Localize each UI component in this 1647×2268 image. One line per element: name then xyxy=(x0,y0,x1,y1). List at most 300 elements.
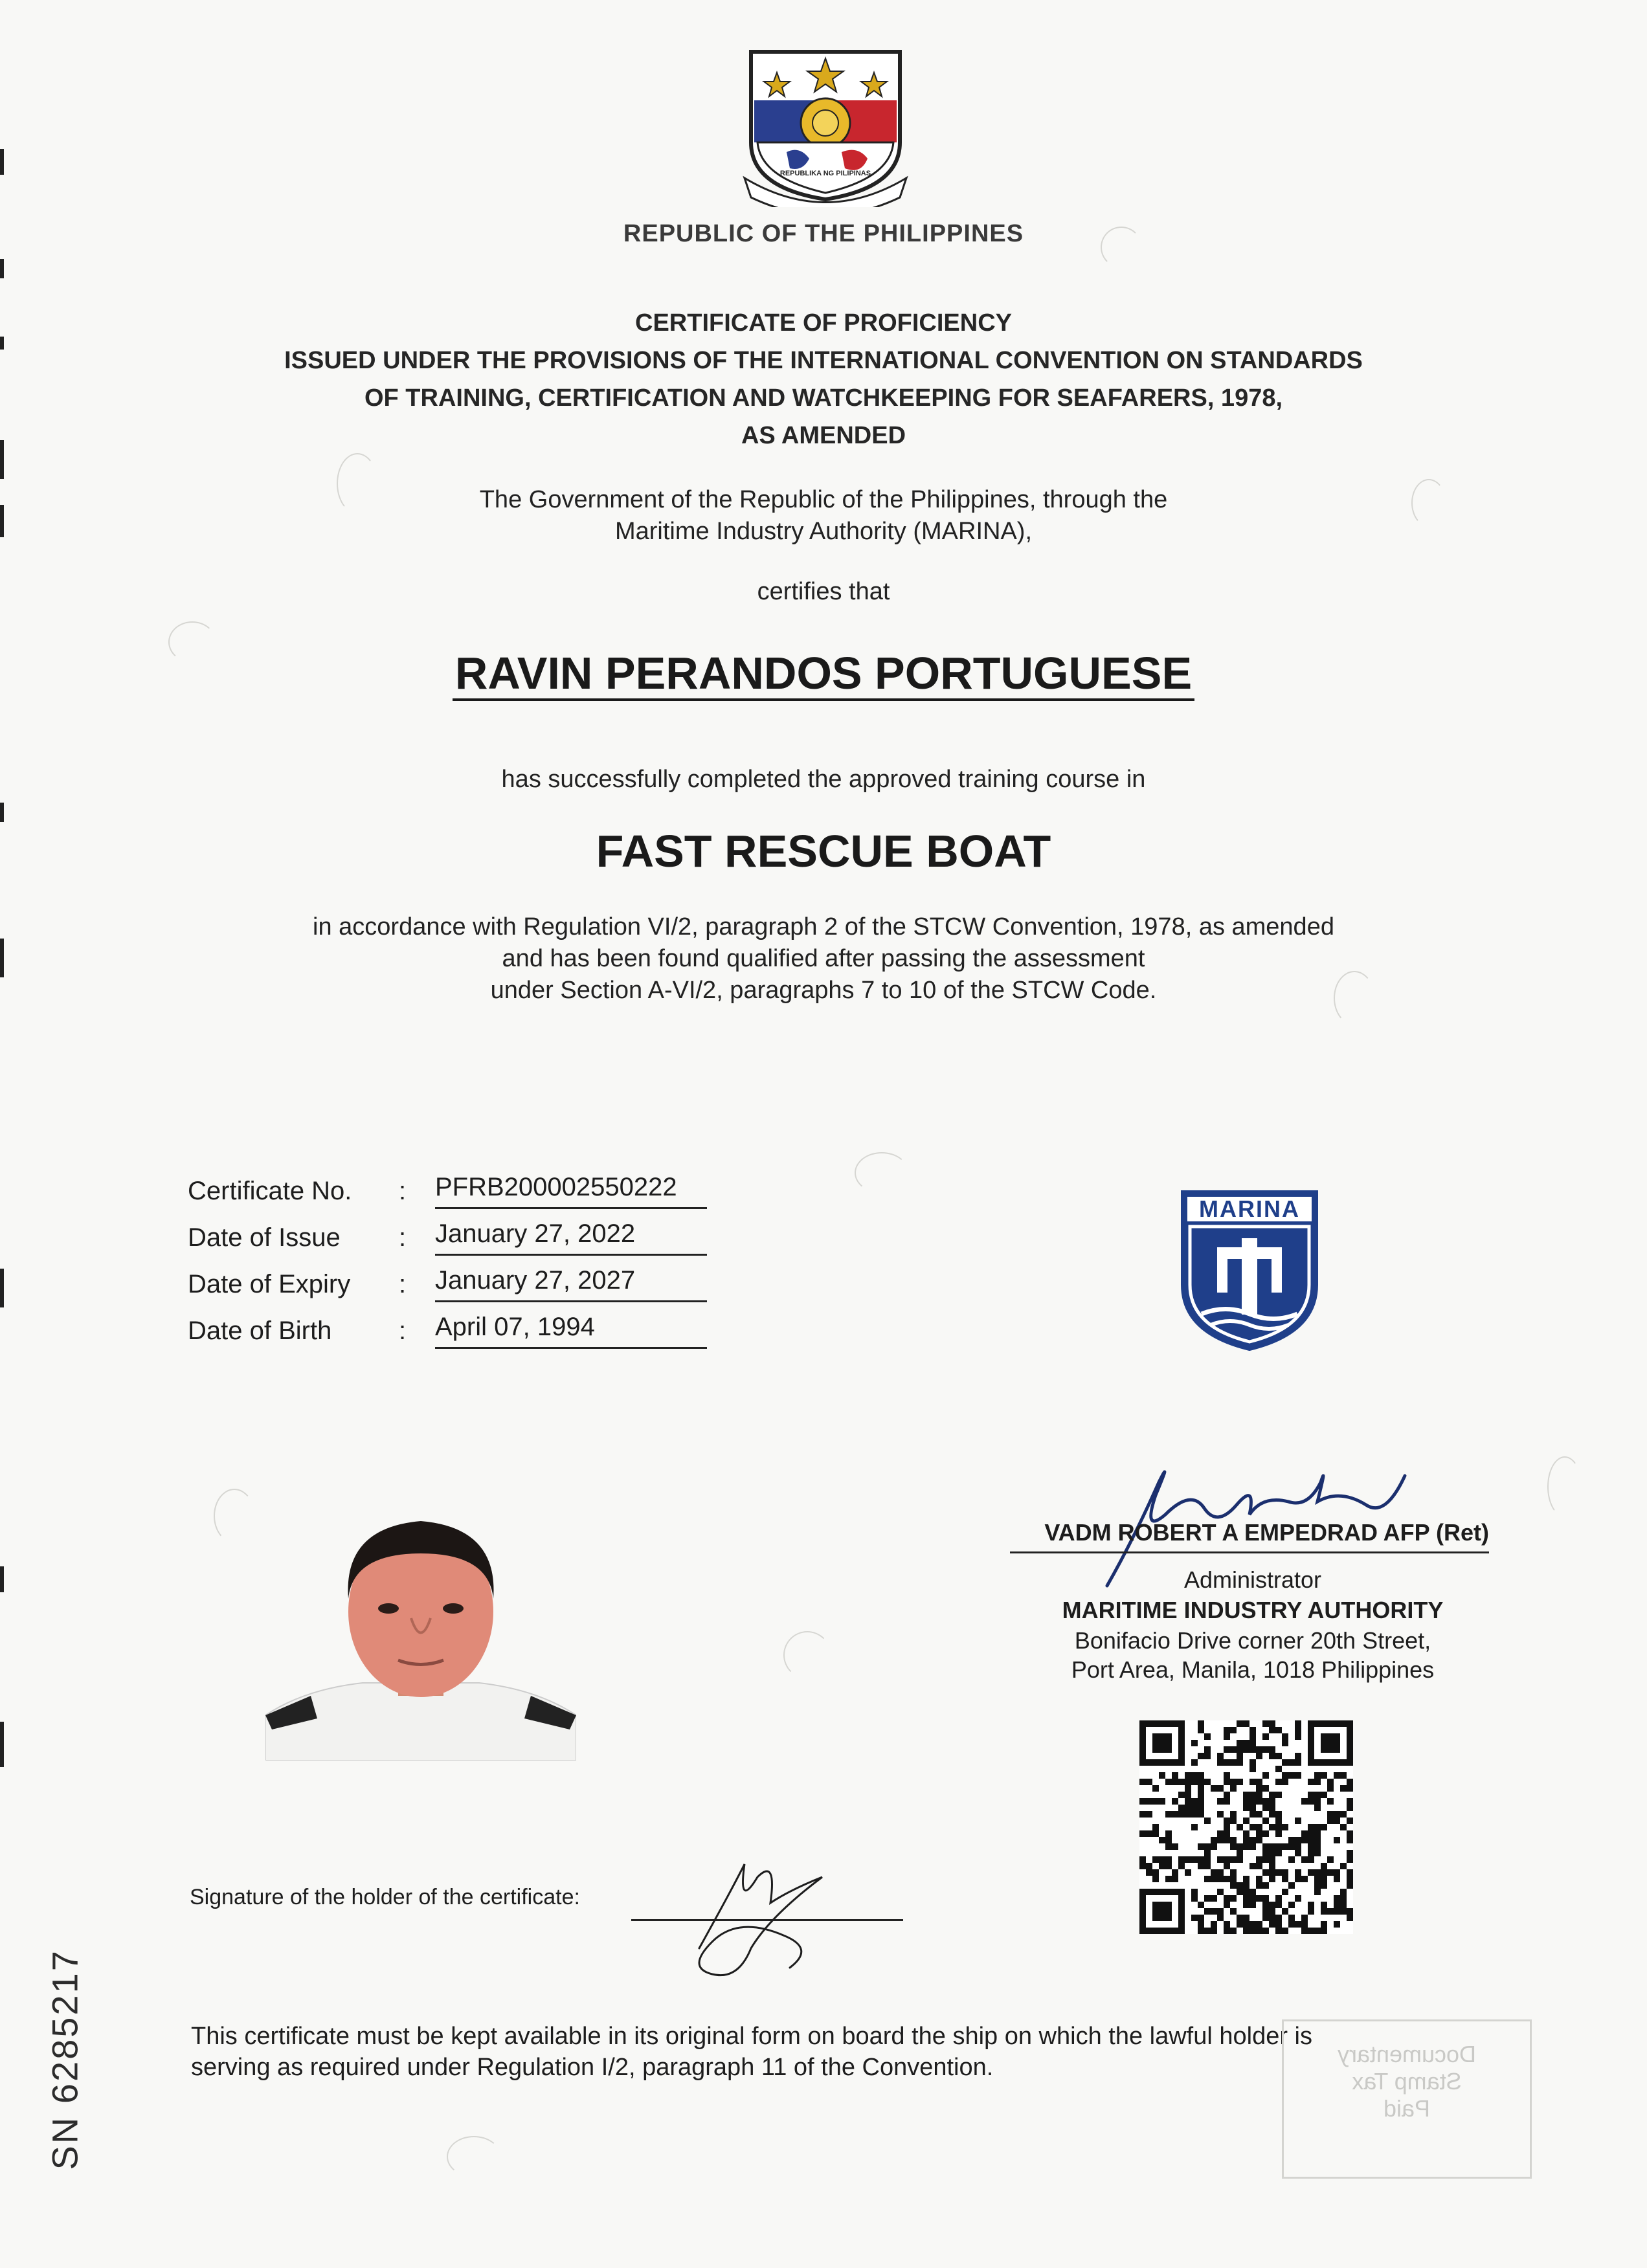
qr-module xyxy=(1249,1811,1256,1818)
qr-module xyxy=(1146,1830,1152,1837)
qr-module xyxy=(1217,1856,1224,1863)
qr-module xyxy=(1237,1921,1243,1928)
qr-module xyxy=(1269,1869,1275,1876)
qr-module xyxy=(1262,1882,1269,1889)
qr-module xyxy=(1269,1798,1275,1805)
qr-module xyxy=(1243,1921,1249,1928)
qr-module xyxy=(1191,1805,1198,1811)
qr-module xyxy=(1172,1811,1178,1818)
qr-module xyxy=(1321,1824,1327,1830)
qr-module xyxy=(1269,1746,1275,1753)
qr-module xyxy=(1275,1869,1282,1876)
qr-module xyxy=(1282,1740,1288,1746)
qr-module xyxy=(1256,1895,1262,1902)
qr-module xyxy=(1159,1856,1165,1863)
qr-module xyxy=(1327,1811,1334,1818)
qr-module xyxy=(1321,1863,1327,1869)
qr-module xyxy=(1191,1856,1198,1863)
qr-module xyxy=(1230,1908,1237,1915)
intro-line: Maritime Industry Authority (MARINA), xyxy=(614,518,1033,545)
qr-module xyxy=(1327,1798,1334,1805)
qr-module xyxy=(1198,1720,1204,1727)
date-of-birth-label: Date of Birth xyxy=(188,1317,332,1345)
qr-module xyxy=(1243,1818,1249,1824)
qr-module xyxy=(1224,1818,1230,1824)
qr-module xyxy=(1334,1921,1340,1928)
qr-module xyxy=(1230,1727,1237,1733)
qr-module xyxy=(1288,1915,1295,1921)
qr-module xyxy=(1198,1798,1204,1805)
qr-module xyxy=(1308,1856,1314,1863)
qr-module xyxy=(1256,1882,1262,1889)
qr-module xyxy=(1146,1811,1152,1818)
qr-module xyxy=(1275,1830,1282,1837)
qr-module xyxy=(1185,1772,1191,1779)
date-of-birth-value: April 07, 1994 xyxy=(435,1313,707,1349)
qr-module xyxy=(1282,1733,1288,1740)
qr-module xyxy=(1198,1772,1204,1779)
qr-module xyxy=(1224,1902,1230,1908)
qr-module xyxy=(1204,1843,1211,1850)
qr-module xyxy=(1224,1830,1230,1837)
qr-module xyxy=(1224,1746,1230,1753)
qr-module xyxy=(1314,1805,1321,1811)
qr-module xyxy=(1191,1915,1198,1921)
qr-module xyxy=(1288,1837,1295,1843)
qr-module xyxy=(1262,1772,1269,1779)
qr-module xyxy=(1178,1863,1185,1869)
qr-module xyxy=(1327,1818,1334,1824)
qr-module xyxy=(1217,1889,1224,1895)
qr-module xyxy=(1249,1792,1256,1798)
qr-module xyxy=(1217,1876,1224,1882)
qr-module xyxy=(1256,1746,1262,1753)
qr-module xyxy=(1243,1915,1249,1921)
certificate-no-value: PFRB200002550222 xyxy=(435,1173,707,1209)
qr-module xyxy=(1282,1928,1288,1934)
qr-module xyxy=(1178,1811,1185,1818)
qr-module xyxy=(1243,1882,1249,1889)
qr-module xyxy=(1224,1733,1230,1740)
qr-module xyxy=(1256,1921,1262,1928)
qr-module xyxy=(1301,1921,1308,1928)
qr-module xyxy=(1191,1740,1198,1746)
qr-module xyxy=(1347,1837,1353,1843)
qr-module xyxy=(1230,1843,1237,1850)
qr-module xyxy=(1288,1882,1295,1889)
qr-module xyxy=(1347,1850,1353,1856)
qr-module xyxy=(1262,1902,1269,1908)
qr-module xyxy=(1146,1779,1152,1785)
qr-module xyxy=(1314,1843,1321,1850)
qr-module xyxy=(1262,1915,1269,1921)
serial-number: SN 6285217 xyxy=(44,1949,85,2170)
qr-module xyxy=(1334,1818,1340,1824)
qr-module xyxy=(1204,1928,1211,1934)
qr-module xyxy=(1269,1727,1275,1733)
qr-module xyxy=(1256,1811,1262,1818)
holder-signature xyxy=(673,1851,868,1987)
qr-module xyxy=(1198,1843,1204,1850)
qr-module xyxy=(1347,1805,1353,1811)
qr-module xyxy=(1172,1772,1178,1779)
regulation-line: in accordance with Regulation VI/2, paragraph 2 of the STCW Convention, 1978, as amended xyxy=(313,913,1334,940)
qr-module xyxy=(1243,1805,1249,1811)
qr-module xyxy=(1224,1798,1230,1805)
qr-module xyxy=(1308,1837,1314,1843)
qr-module xyxy=(1295,1733,1301,1740)
qr-module xyxy=(1256,1785,1262,1792)
qr-module xyxy=(1334,1869,1340,1876)
qr-module xyxy=(1301,1856,1308,1863)
qr-module xyxy=(1204,1746,1211,1753)
qr-module xyxy=(1159,1772,1165,1779)
qr-module xyxy=(1230,1818,1237,1824)
qr-module xyxy=(1288,1759,1295,1766)
qr-module xyxy=(1237,1915,1243,1921)
qr-module xyxy=(1139,1856,1146,1863)
qr-module xyxy=(1282,1843,1288,1850)
qr-module xyxy=(1340,1772,1347,1779)
qr-module xyxy=(1249,1740,1256,1746)
edge-mark xyxy=(0,803,4,822)
qr-module xyxy=(1308,1830,1314,1837)
qr-module xyxy=(1249,1921,1256,1928)
date-of-issue-value: January 27, 2022 xyxy=(435,1219,707,1256)
qr-module xyxy=(1295,1818,1301,1824)
qr-module xyxy=(1230,1895,1237,1902)
qr-module xyxy=(1327,1856,1334,1863)
qr-module xyxy=(1224,1876,1230,1882)
qr-module xyxy=(1217,1837,1224,1843)
completed-text: has successfully completed the approved training course in xyxy=(501,766,1146,793)
qr-module xyxy=(1256,1792,1262,1798)
qr-module xyxy=(1249,1824,1256,1830)
qr-module xyxy=(1249,1766,1256,1772)
qr-module xyxy=(1198,1779,1204,1785)
qr-module xyxy=(1204,1733,1211,1740)
qr-module xyxy=(1334,1876,1340,1882)
qr-module xyxy=(1269,1876,1275,1882)
qr-module xyxy=(1275,1850,1282,1856)
qr-module xyxy=(1275,1824,1282,1830)
qr-module xyxy=(1262,1798,1269,1805)
qr-module xyxy=(1152,1830,1159,1837)
qr-module xyxy=(1237,1740,1243,1746)
qr-module xyxy=(1314,1869,1321,1876)
qr-module xyxy=(1172,1876,1178,1882)
qr-module xyxy=(1159,1798,1165,1805)
qr-module xyxy=(1191,1889,1198,1895)
qr-module xyxy=(1295,1727,1301,1733)
qr-module xyxy=(1282,1908,1288,1915)
qr-module xyxy=(1230,1759,1237,1766)
qr-module xyxy=(1224,1863,1230,1869)
qr-module xyxy=(1256,1837,1262,1843)
qr-module xyxy=(1321,1792,1327,1798)
qr-module xyxy=(1178,1792,1185,1798)
stamp-line: Stamp Tax xyxy=(1352,2068,1462,2095)
qr-module xyxy=(1165,1830,1172,1837)
qr-module xyxy=(1262,1843,1269,1850)
qr-module xyxy=(1139,1779,1146,1785)
qr-module xyxy=(1211,1908,1217,1915)
date-of-issue-label: Date of Issue xyxy=(188,1223,341,1252)
qr-module xyxy=(1314,1792,1321,1798)
qr-module xyxy=(1347,1908,1353,1915)
qr-module xyxy=(1224,1792,1230,1798)
qr-module xyxy=(1165,1811,1172,1818)
intro-line: The Government of the Republic of the Philippines, through the xyxy=(479,486,1168,513)
footer-note-line: serving as required under Regulation I/2, paragraph 11 of the Convention. xyxy=(191,2054,994,2081)
footer-note-line: This certificate must be kept available in its original form on board the ship on which the lawful holder is xyxy=(191,2023,1312,2050)
qr-module xyxy=(1217,1915,1224,1921)
qr-module xyxy=(1217,1798,1224,1805)
qr-module xyxy=(1211,1837,1217,1843)
qr-module xyxy=(1230,1779,1237,1785)
qr-module xyxy=(1178,1805,1185,1811)
qr-module xyxy=(1243,1895,1249,1902)
qr-module xyxy=(1275,1843,1282,1850)
qr-module xyxy=(1249,1733,1256,1740)
qr-module xyxy=(1262,1818,1269,1824)
qr-module xyxy=(1347,1869,1353,1876)
qr-module xyxy=(1198,1928,1204,1934)
qr-module xyxy=(1198,1785,1204,1792)
qr-module xyxy=(1249,1902,1256,1908)
qr-module xyxy=(1347,1856,1353,1863)
qr-module xyxy=(1230,1876,1237,1882)
qr-module xyxy=(1237,1824,1243,1830)
qr-module xyxy=(1321,1902,1327,1908)
qr-module xyxy=(1314,1889,1321,1895)
qr-module xyxy=(1262,1850,1269,1856)
qr-module xyxy=(1204,1876,1211,1882)
qr-module xyxy=(1295,1753,1301,1759)
qr-module xyxy=(1185,1779,1191,1785)
qr-module xyxy=(1217,1869,1224,1876)
qr-module xyxy=(1185,1811,1191,1818)
qr-module xyxy=(1256,1779,1262,1785)
headline-line: ISSUED UNDER THE PROVISIONS OF THE INTERNATIONAL CONVENTION ON STANDARDS xyxy=(284,347,1363,374)
qr-module xyxy=(1340,1895,1347,1902)
qr-module xyxy=(1211,1785,1217,1792)
qr-module xyxy=(1237,1779,1243,1785)
qr-module xyxy=(1165,1863,1172,1869)
qr-module xyxy=(1249,1889,1256,1895)
qr-module xyxy=(1224,1837,1230,1843)
qr-module xyxy=(1139,1811,1146,1818)
certifies-text: certifies that xyxy=(757,578,890,605)
qr-module xyxy=(1185,1856,1191,1863)
qr-module xyxy=(1237,1720,1243,1727)
qr-module xyxy=(1308,1792,1314,1798)
course-title: FAST RESCUE BOAT xyxy=(596,826,1051,876)
qr-module xyxy=(1282,1876,1288,1882)
qr-module xyxy=(1165,1856,1172,1863)
qr-module xyxy=(1301,1928,1308,1934)
qr-module xyxy=(1269,1863,1275,1869)
paper-fiber xyxy=(214,1489,255,1543)
qr-module xyxy=(1334,1895,1340,1902)
qr-module xyxy=(1295,1772,1301,1779)
qr-module xyxy=(1243,1902,1249,1908)
qr-module xyxy=(1139,1798,1146,1805)
paper-fiber xyxy=(447,2136,501,2177)
qr-module xyxy=(1172,1843,1178,1850)
qr-module xyxy=(1314,1850,1321,1856)
qr-module xyxy=(1262,1869,1269,1876)
certificate-headline xyxy=(0,304,1647,454)
qr-module xyxy=(1217,1811,1224,1818)
qr-module xyxy=(1262,1895,1269,1902)
colon: : xyxy=(399,1223,407,1252)
qr-module xyxy=(1152,1824,1159,1830)
qr-module xyxy=(1295,1843,1301,1850)
qr-module xyxy=(1172,1869,1178,1876)
qr-module xyxy=(1347,1785,1353,1792)
qr-module xyxy=(1314,1830,1321,1837)
qr-module xyxy=(1198,1856,1204,1863)
qr-module xyxy=(1262,1856,1269,1863)
qr-module xyxy=(1269,1824,1275,1830)
qr-module xyxy=(1217,1753,1224,1759)
paper-fiber xyxy=(783,1631,831,1679)
qr-module xyxy=(1327,1785,1334,1792)
colon: : xyxy=(399,1270,407,1298)
qr-module xyxy=(1224,1772,1230,1779)
qr-module xyxy=(1262,1785,1269,1792)
qr-module xyxy=(1275,1928,1282,1934)
marina-logo-text: MARINA xyxy=(1199,1195,1300,1222)
qr-module xyxy=(1211,1921,1217,1928)
edge-mark xyxy=(0,1566,4,1592)
qr-module xyxy=(1288,1921,1295,1928)
headline-line: AS AMENDED xyxy=(741,422,906,449)
qr-module xyxy=(1288,1902,1295,1908)
qr-module xyxy=(1295,1759,1301,1766)
holder-photo xyxy=(265,1502,576,1761)
qr-module xyxy=(1327,1869,1334,1876)
administrator-name: VADM ROBERT A EMPEDRAD AFP (Ret) xyxy=(1010,1519,1489,1553)
qr-module xyxy=(1191,1895,1198,1902)
qr-module xyxy=(1347,1915,1353,1921)
qr-module xyxy=(1308,1902,1314,1908)
qr-module xyxy=(1321,1928,1327,1934)
qr-module xyxy=(1237,1882,1243,1889)
qr-module xyxy=(1275,1779,1282,1785)
regulation-line: under Section A-VI/2, paragraphs 7 to 10 of the STCW Code. xyxy=(490,977,1157,1004)
qr-module xyxy=(1321,1908,1327,1915)
qr-module xyxy=(1269,1792,1275,1798)
qr-module xyxy=(1269,1856,1275,1863)
qr-module xyxy=(1308,1928,1314,1934)
qr-module xyxy=(1185,1798,1191,1805)
qr-module xyxy=(1243,1798,1249,1805)
qr-module xyxy=(1230,1746,1237,1753)
qr-module xyxy=(1295,1895,1301,1902)
qr-module xyxy=(1198,1863,1204,1869)
qr-module xyxy=(1204,1908,1211,1915)
qr-module xyxy=(1308,1843,1314,1850)
qr-module xyxy=(1288,1856,1295,1863)
qr-module xyxy=(1237,1850,1243,1856)
qr-module xyxy=(1282,1824,1288,1830)
edge-mark xyxy=(0,1269,4,1307)
qr-module xyxy=(1165,1843,1172,1850)
qr-module xyxy=(1301,1915,1308,1921)
qr-module xyxy=(1198,1921,1204,1928)
qr-module xyxy=(1321,1869,1327,1876)
qr-module xyxy=(1198,1753,1204,1759)
philippine-coat-of-arms-icon xyxy=(738,39,913,207)
qr-module xyxy=(1249,1805,1256,1811)
qr-module xyxy=(1256,1863,1262,1869)
qr-module xyxy=(1282,1772,1288,1779)
qr-module xyxy=(1340,1824,1347,1830)
qr-module xyxy=(1314,1837,1321,1843)
qr-module xyxy=(1347,1798,1353,1805)
qr-module xyxy=(1198,1902,1204,1908)
qr-module xyxy=(1347,1882,1353,1889)
qr-module xyxy=(1185,1792,1191,1798)
qr-module xyxy=(1314,1772,1321,1779)
certificate-no-label: Certificate No. xyxy=(188,1177,352,1205)
qr-module xyxy=(1308,1779,1314,1785)
qr-module xyxy=(1308,1869,1314,1876)
qr-module xyxy=(1152,1876,1159,1882)
qr-module xyxy=(1185,1805,1191,1811)
qr-module xyxy=(1211,1869,1217,1876)
qr-module xyxy=(1224,1895,1230,1902)
qr-module xyxy=(1165,1837,1172,1843)
qr-module xyxy=(1165,1779,1172,1785)
qr-module xyxy=(1139,1830,1146,1837)
qr-module xyxy=(1275,1915,1282,1921)
qr-module xyxy=(1198,1915,1204,1921)
qr-module xyxy=(1243,1720,1249,1727)
qr-module xyxy=(1230,1856,1237,1863)
qr-module xyxy=(1301,1798,1308,1805)
qr-module xyxy=(1321,1882,1327,1889)
qr-module xyxy=(1204,1753,1211,1759)
qr-module xyxy=(1204,1856,1211,1863)
qr-module xyxy=(1275,1902,1282,1908)
qr-module xyxy=(1178,1779,1185,1785)
qr-module xyxy=(1340,1908,1347,1915)
qr-module xyxy=(1198,1811,1204,1818)
paper-fiber xyxy=(855,1152,909,1194)
qr-module xyxy=(1262,1746,1269,1753)
qr-module xyxy=(1275,1818,1282,1824)
qr-module xyxy=(1217,1908,1224,1915)
qr-module xyxy=(1301,1837,1308,1843)
qr-module xyxy=(1178,1856,1185,1863)
qr-module xyxy=(1191,1811,1198,1818)
qr-module xyxy=(1321,1876,1327,1882)
qr-module xyxy=(1340,1863,1347,1869)
qr-module xyxy=(1152,1856,1159,1863)
qr-module xyxy=(1314,1876,1321,1882)
qr-module xyxy=(1172,1798,1178,1805)
qr-module xyxy=(1295,1869,1301,1876)
qr-module xyxy=(1269,1921,1275,1928)
qr-module xyxy=(1275,1895,1282,1902)
qr-module xyxy=(1249,1779,1256,1785)
qr-module xyxy=(1139,1863,1146,1869)
qr-module xyxy=(1282,1779,1288,1785)
qr-module xyxy=(1256,1928,1262,1934)
